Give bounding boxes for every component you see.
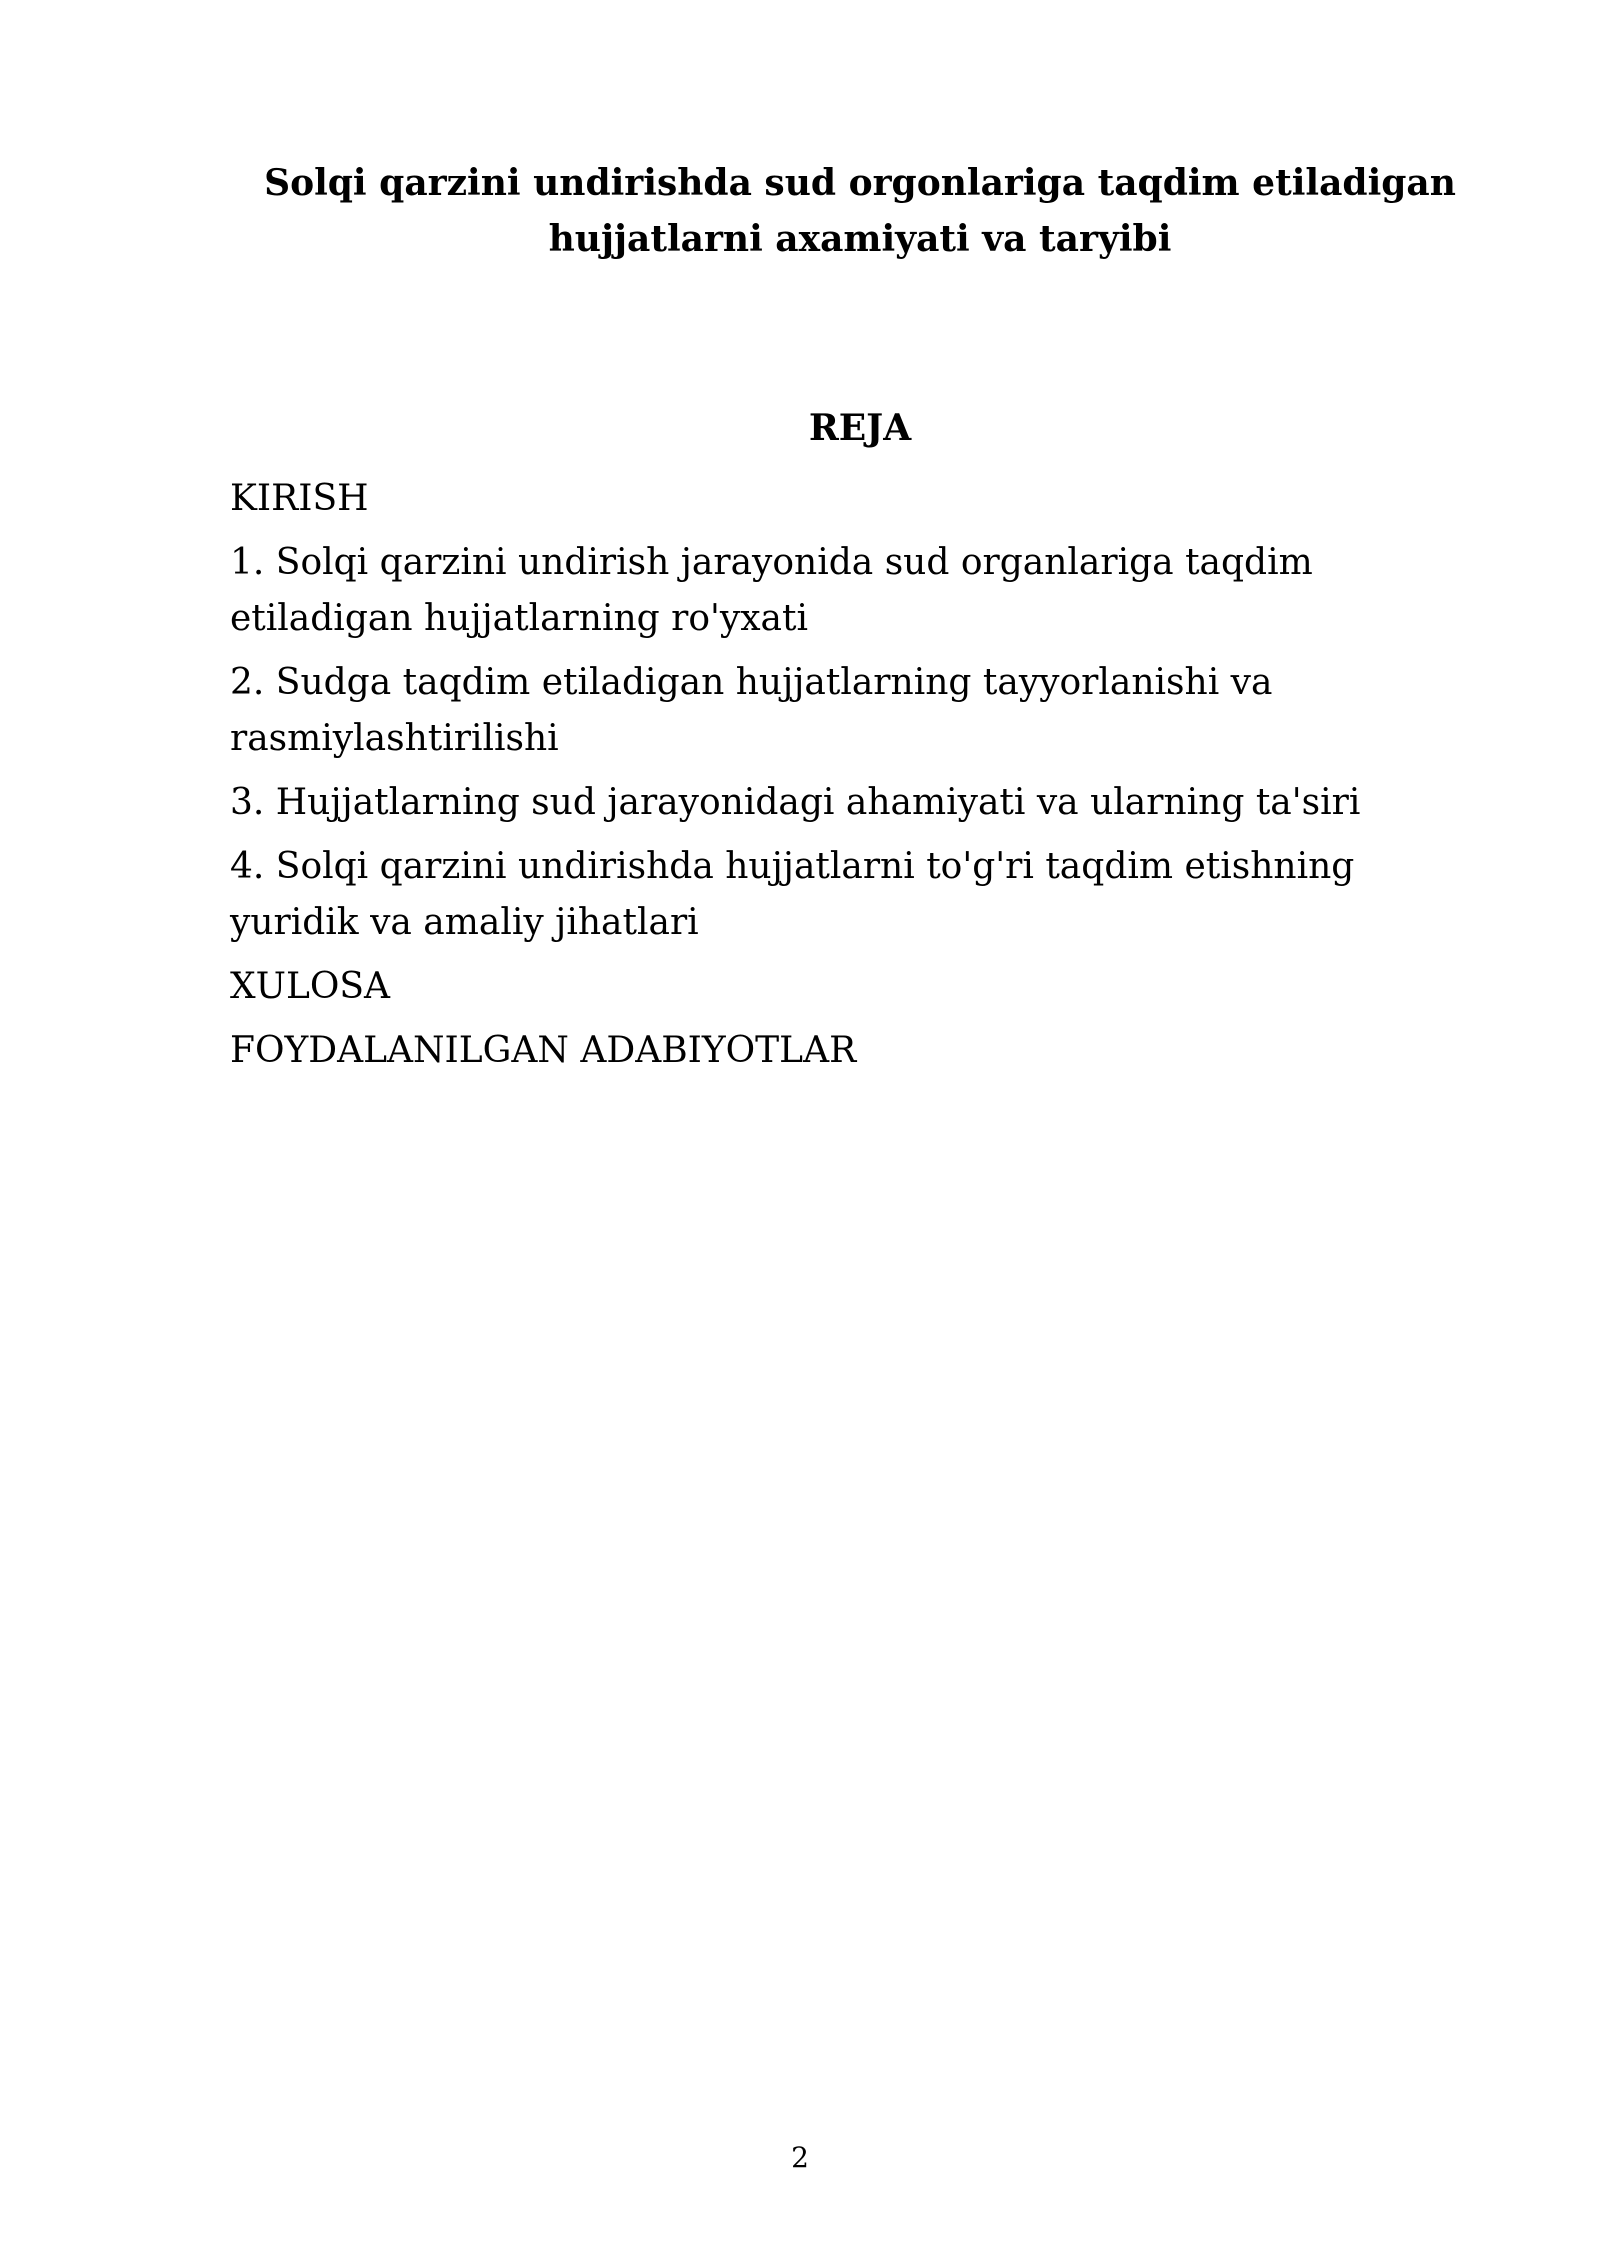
plan-item-2: 2. Sudga taqdim etiladigan hujjatlarning tayyorlanishi va rasmiylashtirilishi (230, 662, 1273, 759)
plan-item-introduction: KIRISH (230, 478, 369, 519)
document-title: Solqi qarzini undirishda sud orgonlariga taqdim etiladigan hujjatlarni axamiyati va taryibi (264, 162, 1456, 260)
plan-item-conclusion: XULOSA (230, 966, 391, 1007)
plan-item-3: 3. Hujjatlarning sud jarayonidagi ahamiyati va ularning ta'siri (230, 782, 1361, 823)
plan-item-1: 1. Solqi qarzini undirish jarayonida sud organlariga taqdim etiladigan hujjatlarning ro'yxati (230, 542, 1313, 639)
plan-item-references: FOYDALANILGAN ADABIYOTLAR (230, 1030, 857, 1071)
page-number: 2 (791, 2141, 809, 2174)
plan-list (230, 471, 1430, 1087)
plan-heading: REJA (808, 407, 912, 449)
plan-item-4: 4. Solqi qarzini undirishda hujjatlarni to'g'ri taqdim etishning yuridik va amaliy jihatlari (230, 846, 1355, 943)
